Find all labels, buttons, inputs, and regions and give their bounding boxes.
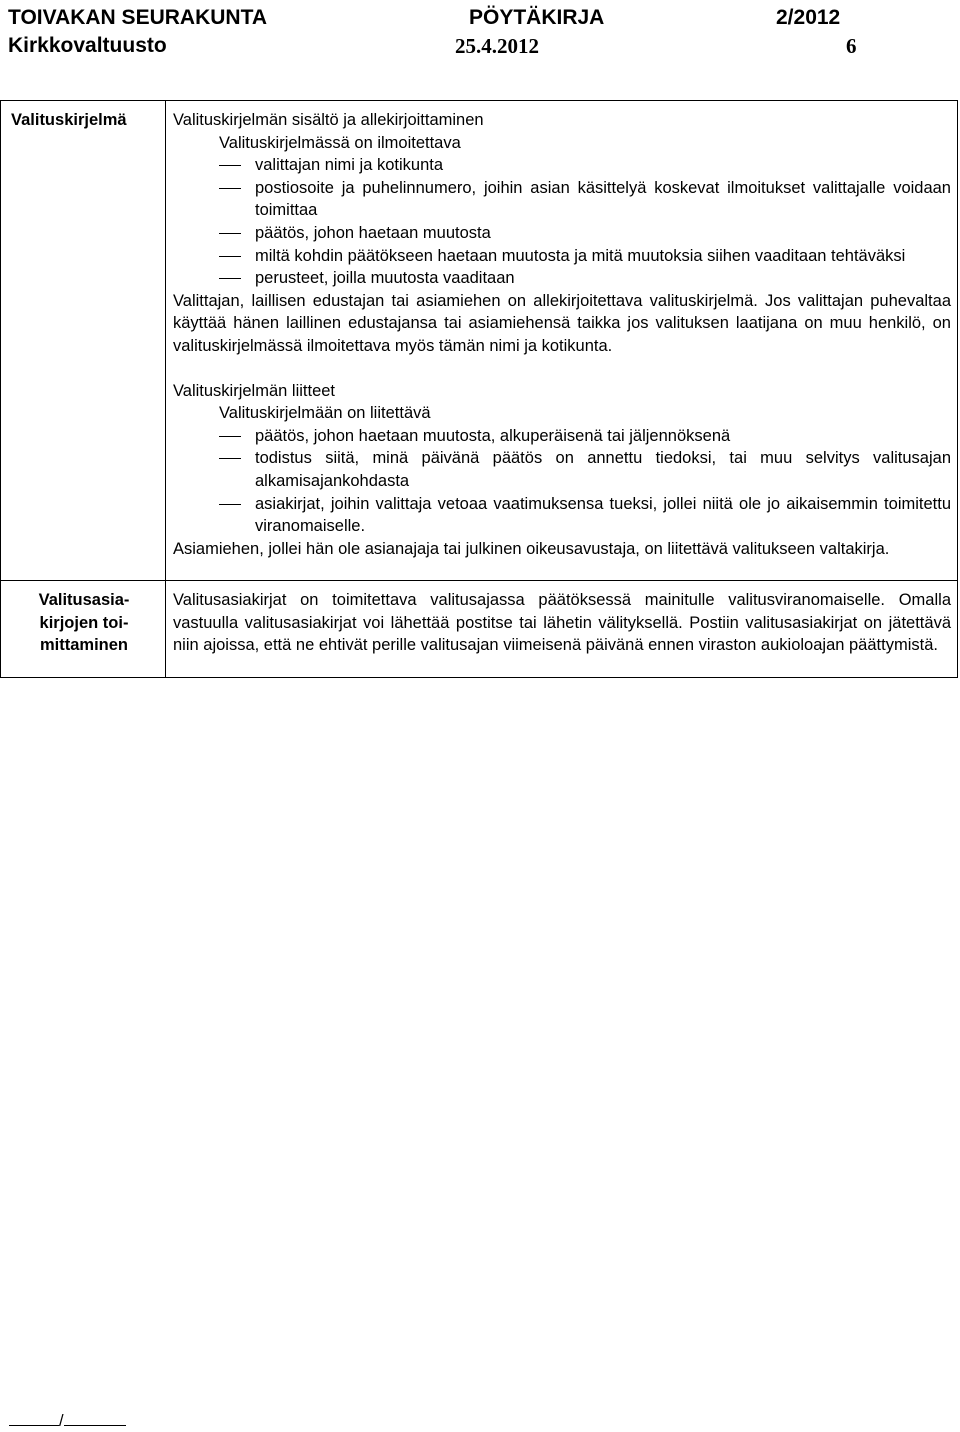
dash-list-item: asiakirjat, joihin valittaja vetoaa vaatimuksensa tueksi, jollei niitä ole jo aikaisemmin toimitettu viranomaiselle. — [173, 493, 951, 538]
dash-list-item: päätös, johon haetaan muutosta, alkuperäisenä tai jäljennöksenä — [173, 425, 951, 448]
governing-body: Kirkkovaltuusto — [8, 34, 167, 57]
label-line: kirjojen toi- — [39, 613, 129, 632]
section-valituskirjelma — [1, 101, 958, 581]
section-body — [166, 581, 958, 678]
initials-blank — [64, 1410, 126, 1426]
header-row-2 — [8, 32, 952, 60]
intro-line: Valituskirjelmään on liitettävä — [219, 404, 431, 423]
dash-list-item: miltä kohdin päätökseen haetaan muutosta ja mitä muutoksia siihen vaaditaan tehtäväksi — [173, 245, 951, 268]
dash-list-item: postiosoite ja puhelinnumero, joihin asian käsittelyä koskevat ilmoitukset valittajalle voidaan toimittaa — [173, 177, 951, 222]
intro-line: Valituskirjelmässä on ilmoitettava — [219, 133, 461, 152]
section-label — [1, 581, 166, 678]
delivery-paragraph: Valitusasiakirjat on toimitettava valitusajassa päätöksessä mainitulle valitusviranomaiselle. Omalla vastuulla valitusasiakirjat voi lähettää postitse tai lähetin välityksellä. Postiin valitusasiakirjat on jätettävä niin ajoissa, että ne ehtivät perille valitusajan viimeisenä päivänä ennen viraston aukioloajan päättymistä. — [173, 591, 951, 655]
dash-list-item: päätös, johon haetaan muutosta — [173, 222, 951, 245]
section-body — [166, 101, 958, 581]
initials-blank — [9, 1410, 59, 1426]
signature-paragraph: Valittajan, laillisen edustajan tai asiamiehen on allekirjoitettava valituskirjelmä. Jos valittajan puhevaltaa käyttää hänen laillinen edustajansa tai asiamiehensä taikka jos valituksen laatijana on muu henkilö, on valituskirjelmässä ilmoitettava myös tämän nimi ja kotikunta. — [173, 291, 951, 355]
doc-type: PÖYTÄKIRJA — [469, 6, 605, 29]
org-name: TOIVAKAN SEURAKUNTA — [8, 6, 268, 29]
section-toimittaminen — [1, 581, 958, 678]
dash-list-item: todistus siitä, minä päivänä päätös on annettu tiedoksi, tai muu selvitys valitusajan alkamisajankohdasta — [173, 447, 951, 492]
subheading: Valituskirjelmän sisältö ja allekirjoittaminen — [173, 111, 484, 129]
subheading: Valituskirjelmän liitteet — [173, 381, 336, 400]
meeting-date: 25.4.2012 — [455, 34, 539, 58]
section-label: Valituskirjelmä — [1, 101, 166, 581]
dash-list-item: perusteet, joilla muutosta vaaditaan — [173, 267, 951, 290]
appeal-instructions-table — [0, 100, 958, 678]
page-number: 6 — [846, 34, 857, 58]
doc-number: 2/2012 — [776, 6, 841, 29]
dash-list-item: valittajan nimi ja kotikunta — [173, 154, 951, 177]
document-header — [8, 4, 952, 60]
initials-separator: / — [59, 1412, 64, 1430]
label-line: Valitusasia- — [38, 591, 130, 610]
header-row-1 — [8, 4, 952, 32]
label-line: mittaminen — [39, 636, 128, 655]
power-of-attorney-paragraph: Asiamiehen, jollei hän ole asianajaja tai julkinen oikeusavustaja, on liitettävä valitukseen valtakirja. — [173, 539, 890, 558]
initials-line — [9, 1410, 126, 1431]
